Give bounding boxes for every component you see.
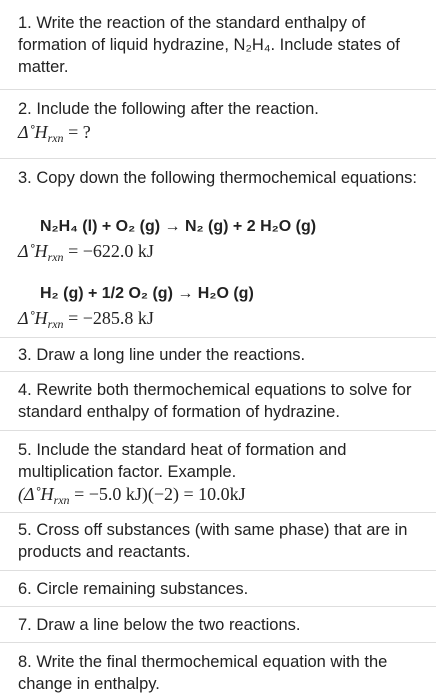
rxn-subscript: rxn [53,493,70,507]
step-5b-text: 5. Cross off substances (with same phase) that are in products and reactants. [18,521,408,561]
divider [0,158,436,159]
rxn-subscript: rxn [47,131,64,145]
delta-h-symbol: Δ˚H [18,308,48,328]
step-3-text: 3. Copy down the following thermochemical equations: [18,169,417,187]
delta-h-symbol: (Δ˚H [18,484,54,504]
step-5-math [18,483,246,507]
step-4-text: 4. Rewrite both thermochemical equations to solve for standard enthalpy of formation of hydrazine. [18,381,412,421]
divider [0,606,436,607]
step-5-text: 5. Include the standard heat of formation and multiplication factor. Example. [18,441,347,481]
step-2-text: 2. Include the following after the reaction. [18,100,319,118]
divider [0,430,436,431]
divider [0,642,436,643]
step-7-text: 7. Draw a line below the two reactions. [18,616,301,634]
step-1-text: 1. Write the reaction of the standard enthalpy of formation of liquid hydrazine, N₂H₄. Include states of matter. [18,14,400,76]
math-rhs: = −285.8 kJ [63,308,154,328]
divider [0,570,436,571]
divider [0,337,436,338]
delta-h-symbol: Δ˚H [18,122,48,142]
equation-1-enthalpy [18,240,154,264]
step-6-text: 6. Circle remaining substances. [18,580,249,598]
step-8-text: 8. Write the final thermochemical equation with the change in enthalpy. [18,653,388,693]
equation-1: N₂H₄ (l) + O₂ (g) → N₂ (g) + 2 H₂O (g) [40,218,317,235]
rxn-subscript: rxn [47,317,64,331]
step-3b-text: 3. Draw a long line under the reactions. [18,346,306,364]
equation-2: H₂ (g) + 1/2 O₂ (g) → H₂O (g) [40,285,254,302]
math-rhs: = −5.0 kJ)(−2) = 10.0kJ [69,484,246,504]
divider [0,512,436,513]
divider [0,89,436,90]
delta-h-symbol: Δ˚H [18,241,48,261]
divider [0,371,436,372]
step-2-math [18,121,91,145]
math-rhs: = −622.0 kJ [63,241,154,261]
math-rhs: = ? [63,122,91,142]
equation-2-enthalpy [18,307,154,331]
rxn-subscript: rxn [47,250,64,264]
